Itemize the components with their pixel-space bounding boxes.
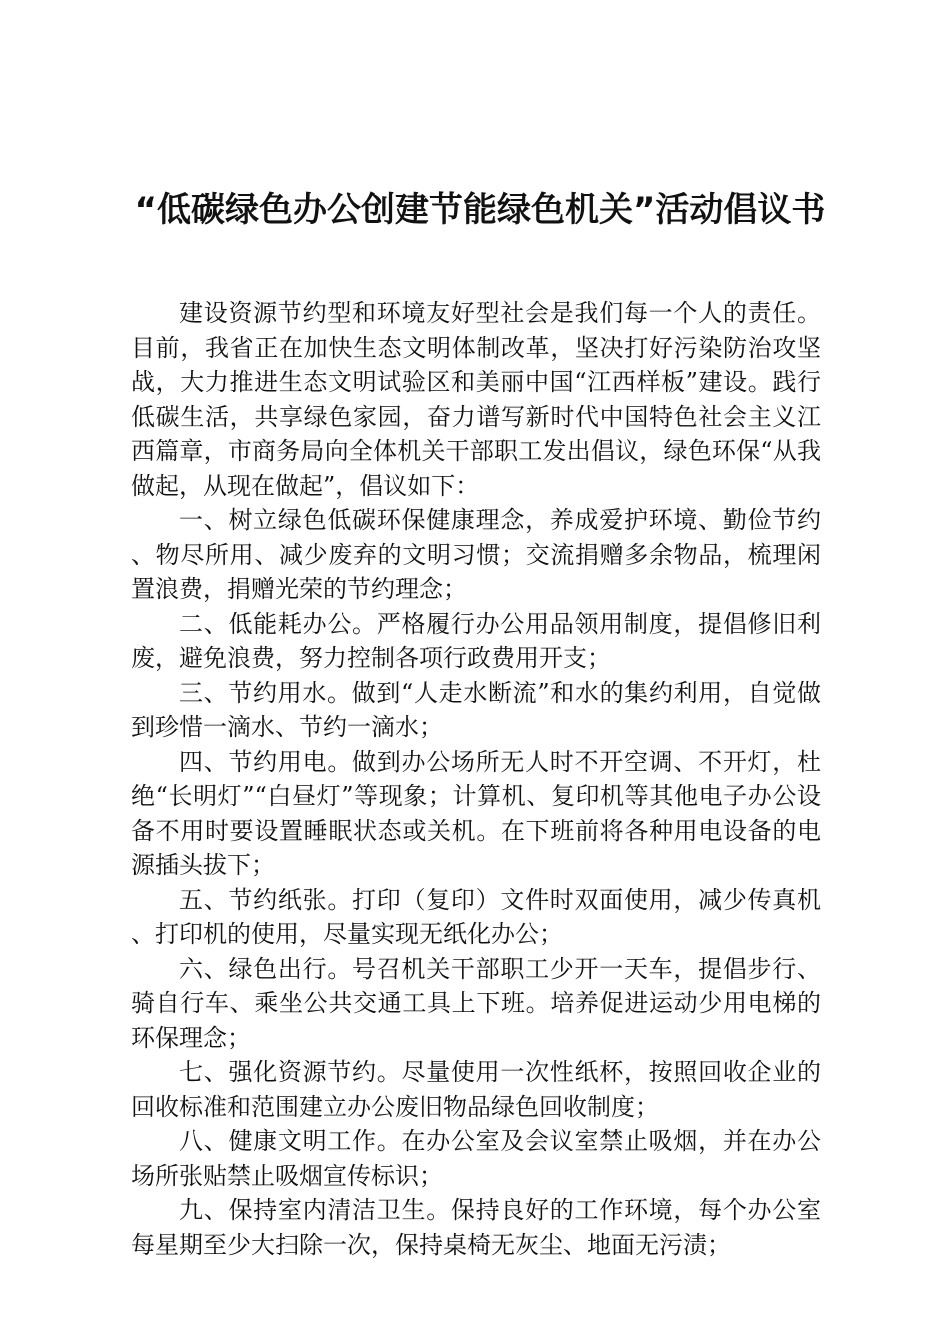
paragraph-item-3: 三、节约用水。做到“人走水断流”和水的集约利用，自觉做到珍惜一滴水、节约一滴水；: [131, 678, 821, 741]
document-title: “低碳绿色办公创建节能绿色机关”活动倡议书: [134, 190, 826, 230]
paragraph-item-5: 五、节约纸张。打印（复印）文件时双面使用，减少传真机、打印机的使用，尽量实现无纸化办公；: [131, 885, 821, 948]
paragraph-item-6: 六、绿色出行。号召机关干部职工少开一天车，提倡步行、骑自行车、乘坐公共交通工具上下班。培养促进运动少用电梯的环保理念；: [131, 954, 821, 1052]
paragraph-intro: 建设资源节约型和环境友好型社会是我们每一个人的责任。目前，我省正在加快生态文明体制改革，坚决打好污染防治攻坚战，大力推进生态文明试验区和美丽中国“江西样板”建设。践行低碳生活，共享绿色家园，奋力谱写新时代中国特色社会主义江西篇章，市商务局向全体机关干部职工发出倡议，绿色环保“从我做起，从现在做起”，倡议如下：: [131, 299, 821, 500]
paragraph-item-2: 二、低能耗办公。严格履行办公用品领用制度，提倡修旧利废，避免浪费，努力控制各项行政费用开支；: [131, 609, 821, 672]
paragraph-item-1: 一、树立绿色低碳环保健康理念，养成爱护环境、勤俭节约、物尽所用、减少废弃的文明习惯；交流捐赠多余物品，梳理闲置浪费，捐赠光荣的节约理念；: [131, 506, 821, 603]
document-body: [131, 296, 821, 1262]
paragraph-item-7: 七、强化资源节约。尽量使用一次性纸杯，按照回收企业的回收标准和范围建立办公废旧物品绿色回收制度；: [131, 1058, 821, 1121]
paragraph-item-4: 四、节约用电。做到办公场所无人时不开空调、不开灯，杜绝“长明灯”“白昼灯”等现象；计算机、复印机等其他电子办公设备不用时要设置睡眠状态或关机。在下班前将各种用电设备的电源插头拔下；: [131, 747, 821, 879]
paragraph-item-8: 八、健康文明工作。在办公室及会议室禁止吸烟，并在办公场所张贴禁止吸烟宣传标识；: [131, 1127, 821, 1190]
paragraph-item-9: 九、保持室内清洁卫生。保持良好的工作环境，每个办公室每星期至少大扫除一次，保持桌椅无灰尘、地面无污渍；: [131, 1196, 821, 1259]
